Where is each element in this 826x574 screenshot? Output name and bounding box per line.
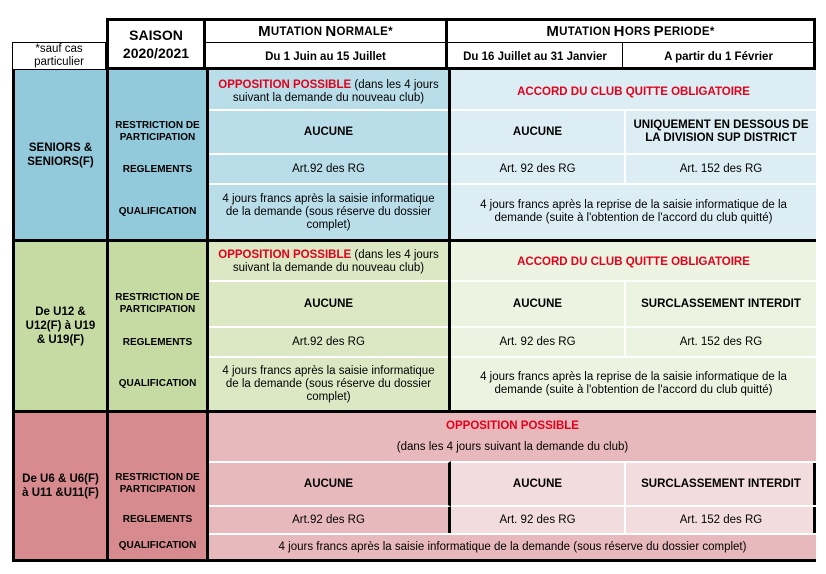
saison-cell	[106, 18, 206, 70]
seniors-normale-top	[209, 76, 448, 108]
title-part: ORMALE*	[336, 25, 393, 38]
u12-normale-restriction: AUCUNE	[209, 280, 448, 328]
u6-opposition-detail: (dans les 4 jours suivant la demande du club)	[396, 440, 629, 453]
note-sauf-cas	[12, 42, 106, 70]
reglements-label: REGLEMENTS	[122, 337, 193, 348]
opposition-possible-text: OPPOSITION POSSIBLE	[218, 249, 352, 261]
mutation-normale-period: Du 1 Juin au 15 Juillet	[265, 50, 386, 63]
seniors-normale-restriction: AUCUNE	[209, 109, 448, 155]
reglements-label: REGLEMENTS	[122, 164, 193, 175]
restriction-label: RESTRICTION DE PARTICIPATION	[115, 120, 200, 143]
mutation-normale-header	[206, 18, 448, 70]
title-char: H	[613, 23, 625, 40]
note-text: *sauf cas particulier	[34, 43, 84, 68]
restriction-label: RESTRICTION DE PARTICIPATION	[115, 292, 200, 315]
u6-labels-col	[109, 413, 209, 559]
u6-normale-reglements: Art.92 des RG	[209, 507, 451, 533]
u12-category: De U12 & U12(F) à U19 & U19(F)	[15, 242, 109, 410]
opposition-possible-text: OPPOSITION POSSIBLE	[218, 79, 352, 91]
u6-hors-restriction-2: SURCLASSEMENT INTERDIT	[626, 461, 816, 507]
seniors-labels-col	[109, 70, 209, 239]
u12-normale-col	[209, 242, 451, 410]
qualification-label: QUALIFICATION	[118, 540, 197, 551]
mutation-hors-title	[448, 21, 813, 43]
u12-hors-col	[451, 242, 816, 410]
qualification-label: QUALIFICATION	[118, 378, 197, 389]
u12-hors-restriction-1: AUCUNE	[451, 280, 626, 328]
title-part: UTATION	[270, 25, 323, 38]
u6-opposition-title: OPPOSITION POSSIBLE	[446, 419, 579, 432]
u12-hors-reglements-2: Art. 152 des RG	[626, 328, 816, 358]
mutation-hors-period1: Du 16 Juillet au 31 Janvier	[448, 43, 623, 70]
u6-normale-restriction: AUCUNE	[209, 461, 451, 507]
section-u12	[12, 242, 816, 413]
u12-hors-restriction-2: SURCLASSEMENT INTERDIT	[626, 280, 816, 328]
seniors-category: SENIORS & SENIORS(F)	[15, 70, 109, 239]
title-char: M	[546, 23, 560, 40]
seniors-hors-col	[451, 70, 816, 239]
title-part: ORS	[624, 25, 651, 38]
seniors-normale-col	[209, 70, 451, 239]
qualification-label: QUALIFICATION	[118, 206, 197, 217]
u12-normale-reglements: Art.92 des RG	[209, 328, 448, 358]
u6-hors-restriction-1: AUCUNE	[451, 461, 626, 507]
u6-top-row	[209, 413, 816, 461]
u12-hors-qualification: 4 jours francs après la reprise de la saisie informatique de la demande (suite à l'obtention de l'accord du club quitté)	[480, 371, 787, 396]
section-u6	[12, 413, 816, 562]
title-char: N	[325, 23, 337, 40]
opposition-detail-text: (dans les 4 jours suivant la demande du nouveau club)	[232, 249, 439, 274]
seniors-hors-restriction-1: AUCUNE	[451, 109, 626, 155]
u12-hors-reglements-1: Art. 92 des RG	[451, 328, 626, 358]
section-seniors	[12, 70, 816, 242]
saison-label: SAISON	[129, 27, 183, 43]
restriction-label: RESTRICTION DE PARTICIPATION	[115, 472, 200, 495]
reglements-label: REGLEMENTS	[122, 514, 193, 525]
u6-qualification: 4 jours francs après la saisie informatique de la demande (sous réserve du dossier complet)	[209, 533, 816, 559]
title-part: ERIODE*	[663, 25, 715, 38]
u12-labels-col	[109, 242, 209, 410]
u12-hors-top: ACCORD DU CLUB QUITTE OBLIGATOIRE	[517, 255, 750, 268]
seniors-normale-reglements: Art.92 des RG	[209, 155, 448, 185]
u6-hors-reglements-2: Art. 152 des RG	[679, 513, 763, 526]
mutation-hors-header	[448, 18, 816, 70]
seniors-hors-reglements-2: Art. 152 des RG	[626, 155, 816, 185]
u6-category: De U6 & U6(F) à U11 &U11(F)	[15, 413, 109, 559]
seniors-hors-qualification: 4 jours francs après la reprise de la saisie informatique de la demande (suite à l'obtention de l'accord du club quitté)	[480, 199, 787, 224]
opposition-detail-text: (dans les 4 jours suivant la demande du nouveau club)	[232, 79, 439, 104]
seniors-hors-top: ACCORD DU CLUB QUITTE OBLIGATOIRE	[517, 85, 750, 98]
seniors-hors-restriction-2: UNIQUEMENT EN DESSOUS DE LA DIVISION SUP DISTRICT	[626, 109, 816, 155]
title-char: P	[653, 23, 664, 40]
mutation-hors-period2: A partir du 1 Février	[664, 50, 773, 63]
u12-normale-top	[209, 246, 448, 278]
saison-value: 2020/2021	[122, 45, 190, 61]
mutation-normale-title	[206, 21, 445, 43]
title-part: UTATION	[559, 25, 611, 38]
seniors-normale-qualification: 4 jours francs après la saisie informatique de la demande (sous réserve du dossier complet)	[222, 192, 435, 231]
u6-hors-reglements-1: Art. 92 des RG	[451, 507, 626, 533]
seniors-hors-reglements-1: Art. 92 des RG	[451, 155, 626, 185]
title-char: M	[258, 23, 271, 40]
u12-normale-qualification: 4 jours francs après la saisie informatique de la demande (sous réserve du dossier complet)	[222, 364, 435, 403]
